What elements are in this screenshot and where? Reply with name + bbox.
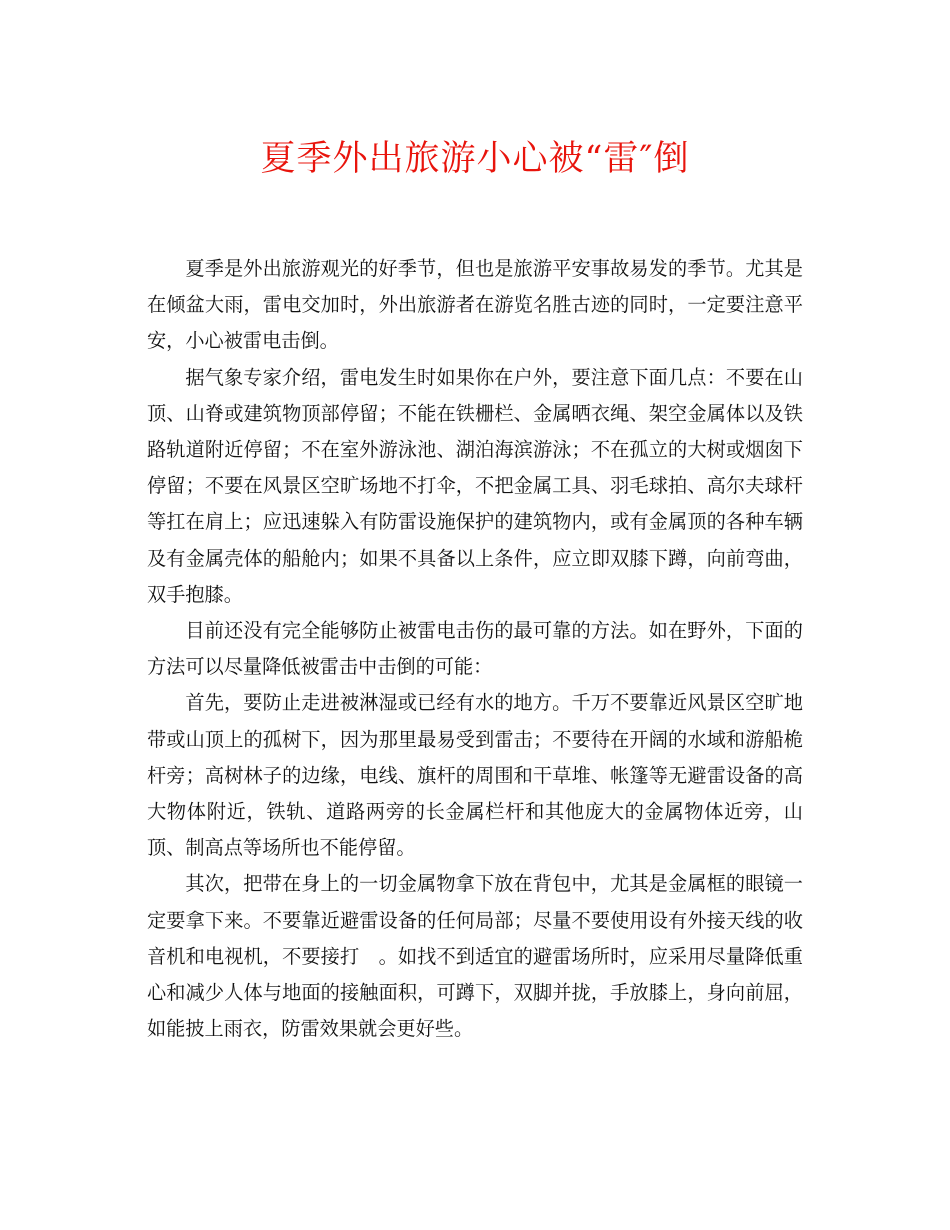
document-title: 夏季外出旅游小心被“雷″倒 — [260, 139, 690, 179]
paragraph: 据气象专家介绍，雷电发生时如果你在户外，要注意下面几点：不要在山顶、山脊或建筑物顶部停留；不能在铁栅栏、金属晒衣绳、架空金属体以及铁路轨道附近停留；不在室外游泳池、湖泊海滨游泳；不在孤立的大树或烟囱下停留；不要在风景区空旷场地不打伞，不把金属工具、羽毛球拍、高尔夫球杆等扛在肩上；应迅速躲入有防雷设施保护的建筑物内，或有金属顶的各种车辆及有金属壳体的船舱内；如果不具备以上条件，应立即双膝下蹲，向前弯曲，双手抱膝。 — [147, 365, 803, 606]
paragraph: 首先，要防止走进被淋湿或已经有水的地方。千万不要靠近风景区空旷地带或山顶上的孤树下，因为那里最易受到雷击；不要待在开阔的水域和游船桅杆旁；高树林子的边缘，电线、旗杆的周围和干草堆、帐篷等无避雷设备的高大物体附近，铁轨、道路两旁的长金属栏杆和其他庞大的金属物体近旁，山顶、制高点等场所也不能停留。 — [147, 691, 803, 860]
paragraph: 夏季是外出旅游观光的好季节，但也是旅游平安事故易发的季节。尤其是在倾盆大雨，雷电交加时，外出旅游者在游览名胜古迹的同时，一定要注意平安，小心被雷电击倒。 — [147, 257, 803, 353]
paragraph: 目前还没有完全能够防止被雷电击伤的最可靠的方法。如在野外，下面的方法可以尽量降低被雷击中击倒的可能： — [147, 619, 803, 679]
document-body — [147, 251, 803, 1047]
paragraph: 其次，把带在身上的一切金属物拿下放在背包中，尤其是金属框的眼镜一定要拿下来。不要靠近避雷设备的任何局部；尽量不要使用设有外接天线的收音机和电视机，不要接打 。如找不到适宜的避雷场所时，应采用尽量降低重心和减少人体与地面的接触面积，可蹲下，双脚并拢，手放膝上，身向前屈，如能披上雨衣，防雷效果就会更好些。 — [147, 872, 803, 1041]
